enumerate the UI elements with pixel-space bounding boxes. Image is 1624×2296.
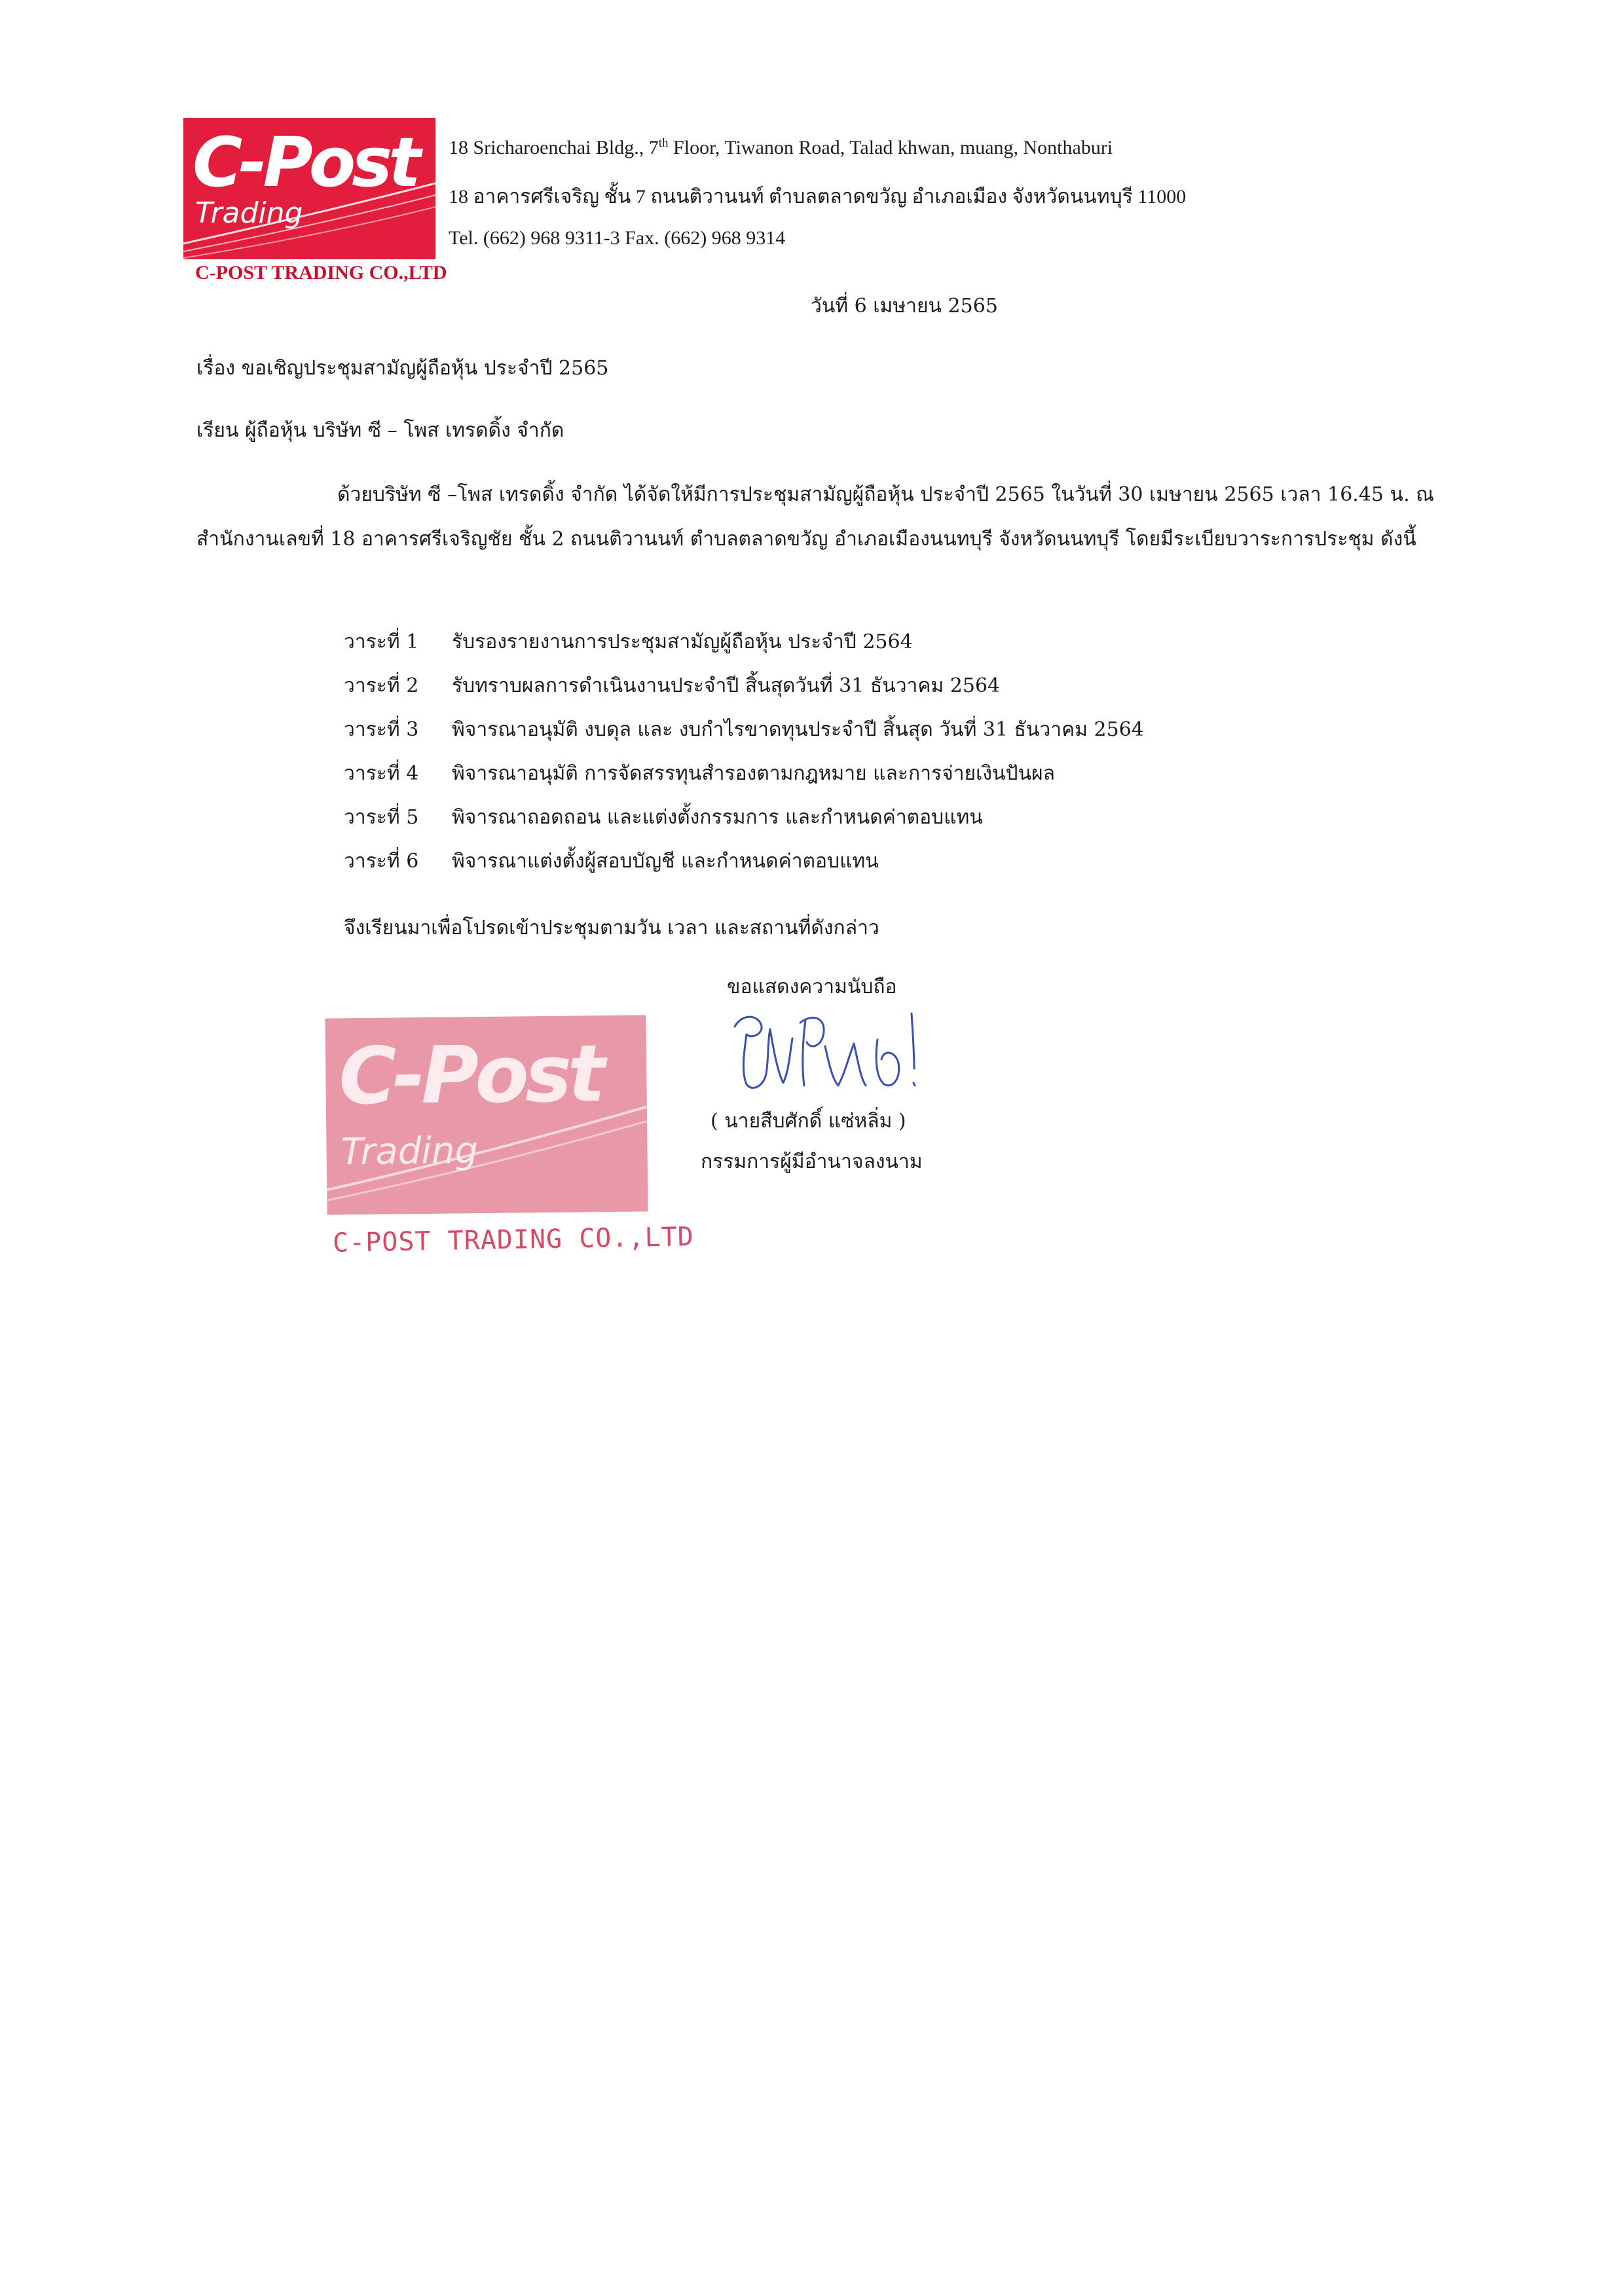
stamp-wordmark: C-Post xyxy=(338,1029,602,1123)
regards-line: ขอแสดงความนับถือ xyxy=(727,975,897,998)
company-logo xyxy=(183,118,435,259)
company-stamp xyxy=(326,1017,695,1279)
stamp-subtitle: Trading xyxy=(341,1129,479,1174)
agenda-number: วาระที่ 6 xyxy=(344,850,419,873)
letter-closing: จึงเรียนมาเพื่อโปรดเข้าประชุมตามวัน เวลา และสถานที่ดังกล่าว xyxy=(344,917,879,939)
agenda-text: พิจารณาอนุมัติ งบดุล และ งบกำไรขาดทุนประจำปี สิ้นสุด วันที่ 31 ธันวาคม 2564 xyxy=(452,718,1144,741)
address-english-part1: 18 Sricharoenchai Bldg., 7 xyxy=(449,137,659,158)
stamp-caption: C-POST TRADING CO.,LTD xyxy=(332,1222,695,1258)
letter-body: ด้วยบริษัท ซี –โพส เทรดดิ้ง จำกัด ได้จัดให้มีการประชุมสามัญผู้ถือหุ้น ประจำปี 2565 ในวันที่ 30 เมษายน 2565 เวลา 16.45 น. ณ สำนักงานเลขที่ 18 อาคารศรีเจริญชัย ชั้น 2 ถนนติวานนท์ ตำบลตลาดขวัญ อำเภอเมืองนนทบุรี จังหวัดนนทบุรี โดยมีระเบียบวาระการประชุม ดังนี้ xyxy=(196,483,1434,551)
agenda-number: วาระที่ 3 xyxy=(344,718,419,741)
logo-subtitle: Trading xyxy=(195,196,303,230)
agenda-text: รับทราบผลการดำเนินงานประจำปี สิ้นสุดวันที่ 31 ธันวาคม 2564 xyxy=(452,674,1001,697)
signatory-name: ( นายสืบศักดิ์ แซ่หลิ่ม ) xyxy=(710,1110,906,1133)
logo-wordmark: C-Post xyxy=(193,122,417,202)
address-english-part2: Floor, Tiwanon Road, Talad khwan, muang, Nonthaburi xyxy=(668,137,1113,158)
contact-info: Tel. (662) 968 9311-3 Fax. (662) 968 9314 xyxy=(449,227,786,249)
signature-image xyxy=(727,1000,943,1099)
agenda-number: วาระที่ 5 xyxy=(344,806,419,829)
address-thai: 18 อาคารศรีเจริญ ชั้น 7 ถนนติวานนท์ ตำบลตลาดขวัญ อำเภอเมือง จังหวัดนนทบุรี 11000 xyxy=(449,186,1187,208)
stamp-logo xyxy=(325,1015,648,1214)
agenda-text: พิจารณาอนุมัติ การจัดสรรทุนสำรองตามกฎหมาย และการจ่ายเงินปันผล xyxy=(452,762,1056,785)
agenda-number: วาระที่ 1 xyxy=(344,630,419,653)
agenda-text: รับรองรายงานการประชุมสามัญผู้ถือหุ้น ประจำปี 2564 xyxy=(452,630,913,653)
agenda-text: พิจารณาถอดถอน และแต่งตั้งกรรมการ และกำหนดค่าตอบแทน xyxy=(452,806,983,829)
letter-date: วันที่ 6 เมษายน 2565 xyxy=(811,295,998,318)
company-name: C-POST TRADING CO.,LTD xyxy=(195,262,447,283)
agenda-number: วาระที่ 2 xyxy=(344,674,419,697)
signatory-title: กรรมการผู้มีอำนาจลงนาม xyxy=(701,1150,923,1173)
letter-recipient: เรียน ผู้ถือหุ้น บริษัท ซี – โพส เทรดดิ้ง จำกัด xyxy=(196,419,564,442)
agenda-number: วาระที่ 4 xyxy=(344,762,419,785)
address-english-superscript: th xyxy=(658,136,669,150)
letter-subject: เรื่อง ขอเชิญประชุมสามัญผู้ถือหุ้น ประจำปี 2565 xyxy=(196,357,609,380)
address-english xyxy=(449,136,1113,159)
agenda-text: พิจารณาแต่งตั้งผู้สอบบัญชี และกำหนดค่าตอบแทน xyxy=(452,850,879,873)
